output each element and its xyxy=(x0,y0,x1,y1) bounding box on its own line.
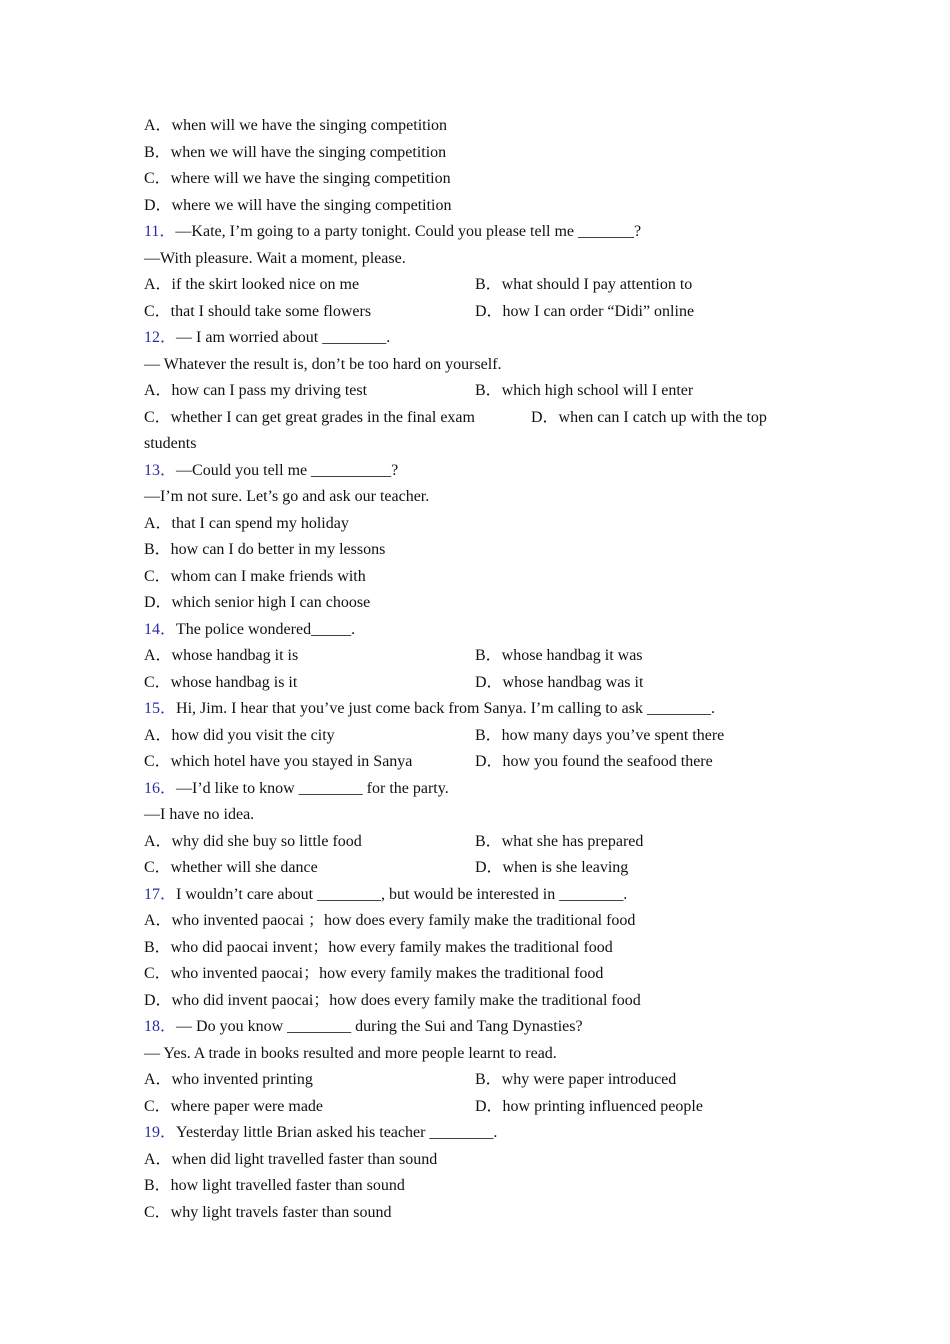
q12-option-a: A．how can I pass my driving test xyxy=(144,382,368,399)
q10-option-c: C．where will we have the singing competition xyxy=(144,170,451,187)
worksheet-page xyxy=(144,113,824,1226)
q11-options-row-2 xyxy=(144,299,824,326)
q17-option-d: D．who did invent paocai；how does every family make the traditional food xyxy=(144,991,641,1009)
q14-option-d: D．whose handbag was it xyxy=(475,673,644,691)
q15-options-row-2 xyxy=(144,749,824,776)
q14-option-a: A．whose handbag it is xyxy=(144,647,299,664)
q11-stem-line xyxy=(144,219,824,246)
q19-stem-line xyxy=(144,1120,824,1147)
q12-options-row-2 xyxy=(144,405,824,432)
q14-options-row-1 xyxy=(144,643,824,670)
q15-option-c: C．which hotel have you stayed in Sanya xyxy=(144,753,413,770)
q13-reply: —I’m not sure. Let’s go and ask our teacher. xyxy=(144,488,430,505)
q11-option-d: D．how I can order “Didi” online xyxy=(475,302,695,320)
q13-stem-line xyxy=(144,458,824,485)
q18-option-d: D．how printing influenced people xyxy=(475,1097,703,1115)
q15-stem: Hi, Jim. I hear that you’ve just come back from Sanya. I’m calling to ask ________. xyxy=(176,700,715,717)
q16-stem-line xyxy=(144,776,824,803)
q16-number: 16． xyxy=(144,779,177,797)
q16-option-b: B．what she has prepared xyxy=(475,832,644,850)
q15-option-d: D．how you found the seafood there xyxy=(475,753,713,770)
q12-option-d-continued: students xyxy=(144,435,197,452)
q13-option-d: D．which senior high I can choose xyxy=(144,594,371,611)
q15-option-b: B．how many days you’ve spent there xyxy=(475,726,725,744)
q19-option-c: C．why light travels faster than sound xyxy=(144,1203,392,1221)
q12-reply: — Whatever the result is, don’t be too hard on yourself. xyxy=(144,355,502,373)
q19-option-b: B．how light travelled faster than sound xyxy=(144,1177,405,1194)
q19-option-a: A．when did light travelled faster than sound xyxy=(144,1150,438,1168)
q11-option-b: B．what should I pay attention to xyxy=(475,276,693,293)
q16-options-row-2 xyxy=(144,855,824,882)
q13-option-a: A．that I can spend my holiday xyxy=(144,514,349,532)
q13-option-b: B．how can I do better in my lessons xyxy=(144,541,386,558)
q14-options-row-2 xyxy=(144,670,824,697)
q11-stem: —Kate, I’m going to a party tonight. Could you please tell me _______? xyxy=(175,223,642,240)
q17-option-b: B．who did paocai invent；how every family makes the traditional food xyxy=(144,938,613,956)
q11-options-row-1 xyxy=(144,272,824,299)
q11-number: 11． xyxy=(144,223,176,240)
q18-options-row-2 xyxy=(144,1094,824,1121)
q12-stem-line xyxy=(144,325,824,352)
q16-option-c: C．whether will she dance xyxy=(144,859,318,876)
q14-stem-line xyxy=(144,617,824,644)
q18-options-row-1 xyxy=(144,1067,824,1094)
q12-stem: — I am worried about ________. xyxy=(176,329,391,346)
q15-option-a: A．how did you visit the city xyxy=(144,726,335,744)
q11-reply: —With pleasure. Wait a moment, please. xyxy=(144,249,406,267)
q19-number: 19． xyxy=(144,1124,177,1141)
q18-number: 18． xyxy=(144,1018,177,1035)
q17-option-c: C．who invented paocai；how every family makes the traditional food xyxy=(144,965,604,982)
q12-options-row-1 xyxy=(144,378,824,405)
q17-stem-line xyxy=(144,882,824,909)
q16-option-d: D．when is she leaving xyxy=(475,859,629,876)
q11-option-a: A．if the skirt looked nice on me xyxy=(144,276,360,293)
q14-number: 14． xyxy=(144,620,177,638)
q17-number: 17． xyxy=(144,885,177,903)
q12-option-d: D．when can I catch up with the top xyxy=(530,408,767,426)
q11-option-c: C．that I should take some flowers xyxy=(144,302,372,320)
q13-number: 13． xyxy=(144,461,177,479)
q14-option-b: B．whose handbag it was xyxy=(475,647,643,664)
q18-reply: — Yes. A trade in books resulted and more people learnt to read. xyxy=(144,1044,557,1062)
q16-reply: —I have no idea. xyxy=(144,806,255,823)
q16-option-a: A．why did she buy so little food xyxy=(144,832,362,850)
q10-option-b: B．when we will have the singing competition xyxy=(144,143,447,161)
q18-stem: — Do you know ________ during the Sui and Tang Dynasties? xyxy=(176,1018,583,1035)
q10-option-a: A．when will we have the singing competition xyxy=(144,117,448,134)
q18-option-b: B．why were paper introduced xyxy=(475,1071,677,1088)
q12-option-c: C．whether I can get great grades in the final exam xyxy=(144,408,475,426)
q13-stem: —Could you tell me __________? xyxy=(176,461,399,479)
q15-number: 15． xyxy=(144,700,177,717)
q16-stem: —I’d like to know ________ for the party. xyxy=(176,779,449,797)
q17-option-a: A．who invented paocai ；how does every family make the traditional food xyxy=(144,912,636,929)
q12-option-b: B．which high school will I enter xyxy=(475,382,694,399)
q15-options-row-1 xyxy=(144,723,824,750)
q19-stem: Yesterday little Brian asked his teacher ________. xyxy=(176,1124,498,1141)
q18-option-c: C．where paper were made xyxy=(144,1097,324,1115)
q15-stem-line xyxy=(144,696,824,723)
q17-stem: I wouldn’t care about ________, but would be interested in ________. xyxy=(176,885,628,903)
q13-option-c: C．whom can I make friends with xyxy=(144,567,366,585)
q16-options-row-1 xyxy=(144,829,824,856)
q10-option-d: D．where we will have the singing competition xyxy=(144,196,452,214)
q14-stem: The police wondered_____. xyxy=(176,620,356,638)
q18-stem-line xyxy=(144,1014,824,1041)
q12-number: 12． xyxy=(144,329,177,346)
q14-option-c: C．whose handbag is it xyxy=(144,673,298,691)
q18-option-a: A．who invented printing xyxy=(144,1071,313,1088)
